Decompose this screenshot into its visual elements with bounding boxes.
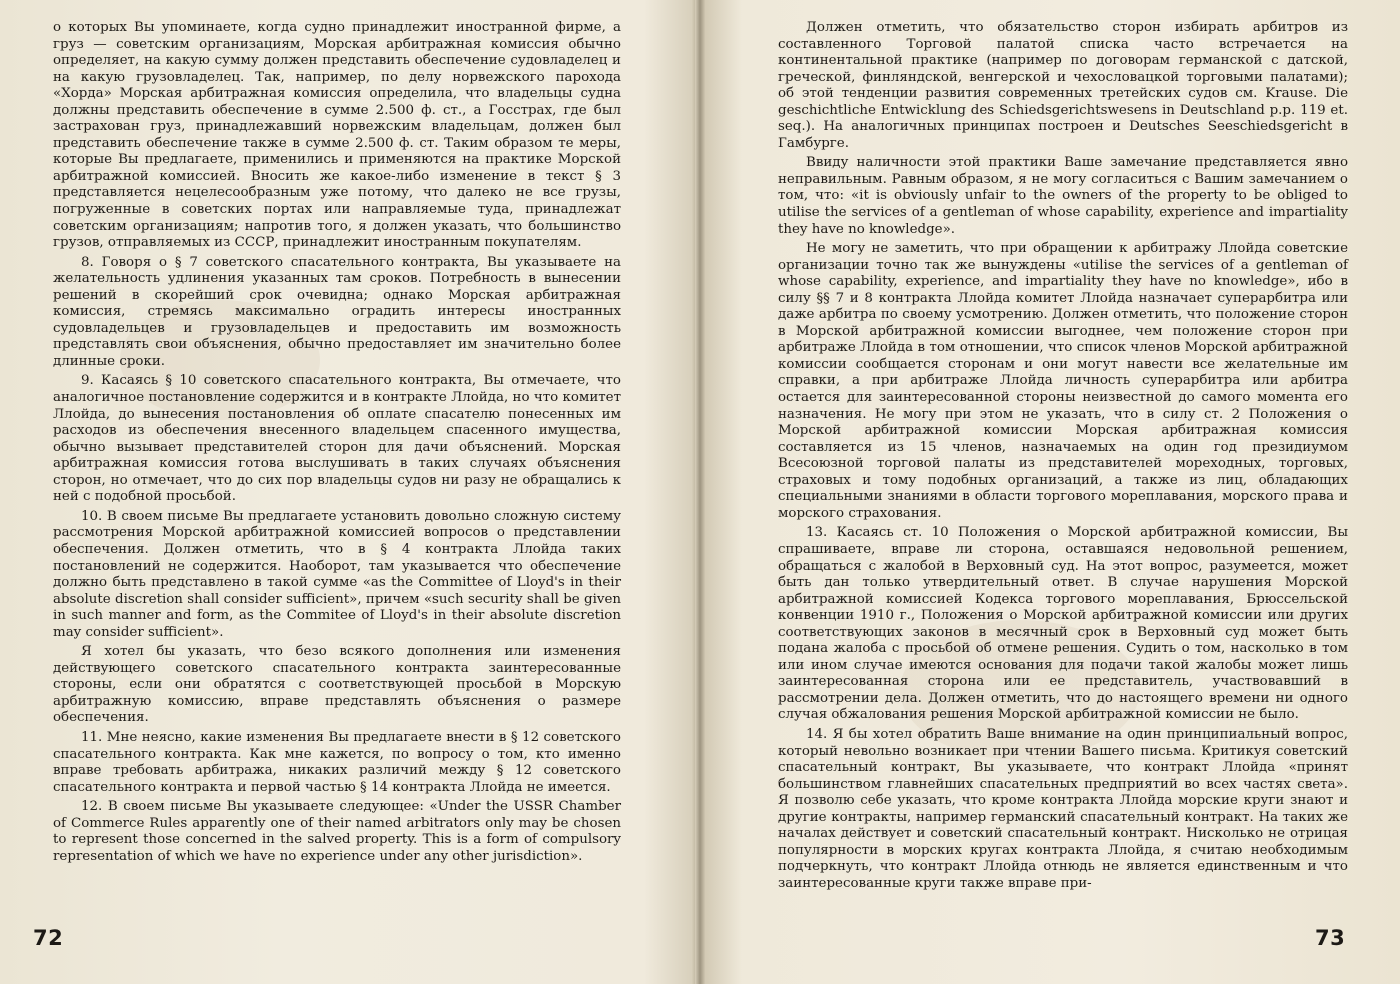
- paragraph: 10. В своем письме Вы предлагаете установить довольно сложную систему рассмотрения Морской арбитражной комиссией вопросов о представлении обеспечения. Должен отметить, что в § 4 контракта Ллойда таких постановлений не содержится. Наоборот, там указывается что обеспечение должно быть представлено в такой сумме «as the Committee of Lloyd's in their absolute discretion shall consider sufficient», причем «such security shall be given in such manner and form, as the Commitee of Lloyd's in their absolute discretion may consider sufficient».: [53, 508, 621, 640]
- paragraph: 11. Мне неясно, какие изменения Вы предлагаете внести в § 12 советского спасательного контракта. Как мне кажется, по вопросу о том, кто именно вправе требовать арбитража, никаких различий между § 12 советского спасательного контракта и первой частью § 14 контракта Ллойда не имеется.: [53, 729, 621, 795]
- left-page: [0, 0, 695, 984]
- right-text-column: [778, 20, 1348, 895]
- paragraph: 12. В своем письме Вы указываете следующее: «Under the USSR Chamber of Commerce Rules apparently one of their named arbitrators only may be chosen to represent those concerned in the salved property. This is a form of compulsory representation of which we have no experience under any other jurisdiction».: [53, 799, 621, 864]
- left-text-column: [53, 20, 621, 868]
- paragraph: 8. Говоря о § 7 советского спасательного контракта, Вы указываете на желательность удлинения указанных там сроков. Потребность в вынесении решений в скорейший срок очевидна; однако Морская арбитражная комиссия, стремясь максимально оградить интересы иностранных судовладельцев и грузовладельцев и предоставить им возможность представлять свои объяснения, обычно предоставляет им значительно более длинные сроки.: [53, 254, 621, 369]
- paragraph: Ввиду наличности этой практики Ваше замечание представляется явно неправильным. Равным образом, я не могу согласиться с Вашим замечанием о том, что: «it is obviously unfair to the owners of the property to be obliged to utilise the services of a gentleman of whose capability, experience and impartiality they have no knowledge».: [778, 155, 1348, 237]
- book-gutter: [695, 0, 705, 984]
- right-page-number: 73: [1315, 926, 1346, 950]
- paragraph: 9. Касаясь § 10 советского спасательного контракта, Вы отмечаете, что аналогичное постановление содержится и в контракте Ллойда, но что комитет Ллойда, до вынесения постановления об оплате спасателю понесенных им расходов из обеспечения внесенного владельцем спасенного имущества, обычно вызывает представителей сторон для дачи объяснений. Морская арбитражная комиссия готова выслушивать в таких случаях объяснения сторон, но отмечает, что до сих пор владельцы судов ни разу не обращались к ней с подобной просьбой.: [53, 373, 621, 505]
- left-page-number: 72: [33, 926, 64, 950]
- paragraph: Не могу не заметить, что при обращении к арбитражу Ллойда советские организации точно так же вынуждены «utilise the services of a gentleman of whose capability, experience, and impartiality they have no knowledge», ибо в силу §§ 7 и 8 контракта Ллойда комитет Ллойда назначает суперарбитра или даже арбитра по своему усмотрению. Должен отметить, что положение сторон в Морской арбитражной комиссии выгоднее, чем положение сторон при арбитраже Ллойда в том отношении, что список членов Морской арбитражной комиссии сообщается сторонам и они могут навести все желательные им справки, а при арбитраже Ллойда личность суперарбитра или арбитра остается для заинтересованной стороны неизвестной до самого момента его назначения. Не могу при этом не указать, что в силу ст. 2 Положения о Морской арбитражной комиссии Морская арбитражная комиссия составляется из 15 членов, назначаемых на один год президиумом Всесоюзной торговой палаты из представителей мореходных, торговых, страховых и тому подобных организаций, а также из лиц, обладающих специальными знаниями в области торгового мореплавания, морского права и морского страхования.: [778, 241, 1348, 521]
- paragraph: о которых Вы упоминаете, когда судно принадлежит иностранной фирме, а груз — советским организациям, Морская арбитражная комиссия обычно определяет, на какую сумму должен представить обеспечение судовладелец и на какую грузовладелец. Так, например, по делу норвежского парохода «Хорда» Морская арбитражная комиссия определила, что владельцы судна должны представить обеспечение в сумме 2.500 ф. ст., а Госстрах, где был застрахован груз, принадлежавший норвежским владельцам, должен был представить обеспечение также в сумме 2.500 ф. ст. Таким образом те меры, которые Вы предлагаете, применились и применяются на практике Морской арбитражной комиссией. Вносить же какое-либо изменение в текст § 3 представляется нецелесообразным уже потому, что далеко не все грузы, погруженные в советских портах или направляемые туда, принадлежат советским организациям; напротив того, я должен указать, что большинство грузов, отправляемых из СССР, принадлежит иностранным покупателям.: [53, 20, 621, 251]
- right-page: [705, 0, 1400, 984]
- paragraph: Должен отметить, что обязательство сторон избирать арбитров из составленного Торговой палатой списка часто встречается на континентальной практике (например по договорам германской с датской, греческой, финляндской, венгерской и чехословацкой торговыми палатами); об этой тенденции развития современных третейских судов см. Krause. Die geschichtliche Entwicklung des Schiedsgerichtswesens in Deutschland p.p. 119 et. seq.). На аналогичных принципах построен и Deutsches Seeschiedsgericht в Гамбурге.: [778, 20, 1348, 151]
- paragraph: 13. Касаясь ст. 10 Положения о Морской арбитражной комиссии, Вы спрашиваете, вправе ли сторона, оставшаяся недовольной решением, обращаться с жалобой в Верховный суд. На этот вопрос, разумеется, может быть дан только утвердительный ответ. В случае нарушения Морской арбитражной комиссией Кодекса торгового мореплавания, Брюссельской конвенции 1910 г., Положения о Морской арбитражной комиссии или других соответствующих законов в месячный срок в Верховный суд может быть подана жалоба с просьбой об отмене решения. Судить о том, насколько в том или ином случае имеются основания для подачи такой жалобы может лишь заинтересованная сторона или ее представитель, участвовавший в рассмотрении дела. Должен отметить, что до настоящего времени ни одного случая обжалования решения Морской арбитражной комиссии не было.: [778, 525, 1348, 723]
- paragraph: 14. Я бы хотел обратить Ваше внимание на один принципиальный вопрос, который невольно возникает при чтении Вашего письма. Критикуя советский спасательный контракт, Вы указываете, что контракт Ллойда «принят большинством главнейших спасательных предприятий во всех частях света». Я позволю себе указать, что кроме контракта Ллойда морские круги знают и другие контракты, например германский спасательный контракт. На таких же началах действует и советский спасательный контракт. Нисколько не отрицая популярности в морских кругах контракта Ллойда, я считаю необходимым подчеркнуть, что контракт Ллойда отнюдь не является единственным и что заинтересованные круги также вправе при-: [778, 726, 1348, 891]
- paragraph: Я хотел бы указать, что безо всякого дополнения или изменения действующего советского спасательного контракта заинтересованные стороны, если они обратятся с соответствующей просьбой в Морскую арбитражную комиссию, вправе представлять объяснения о размере обеспечения.: [53, 644, 621, 726]
